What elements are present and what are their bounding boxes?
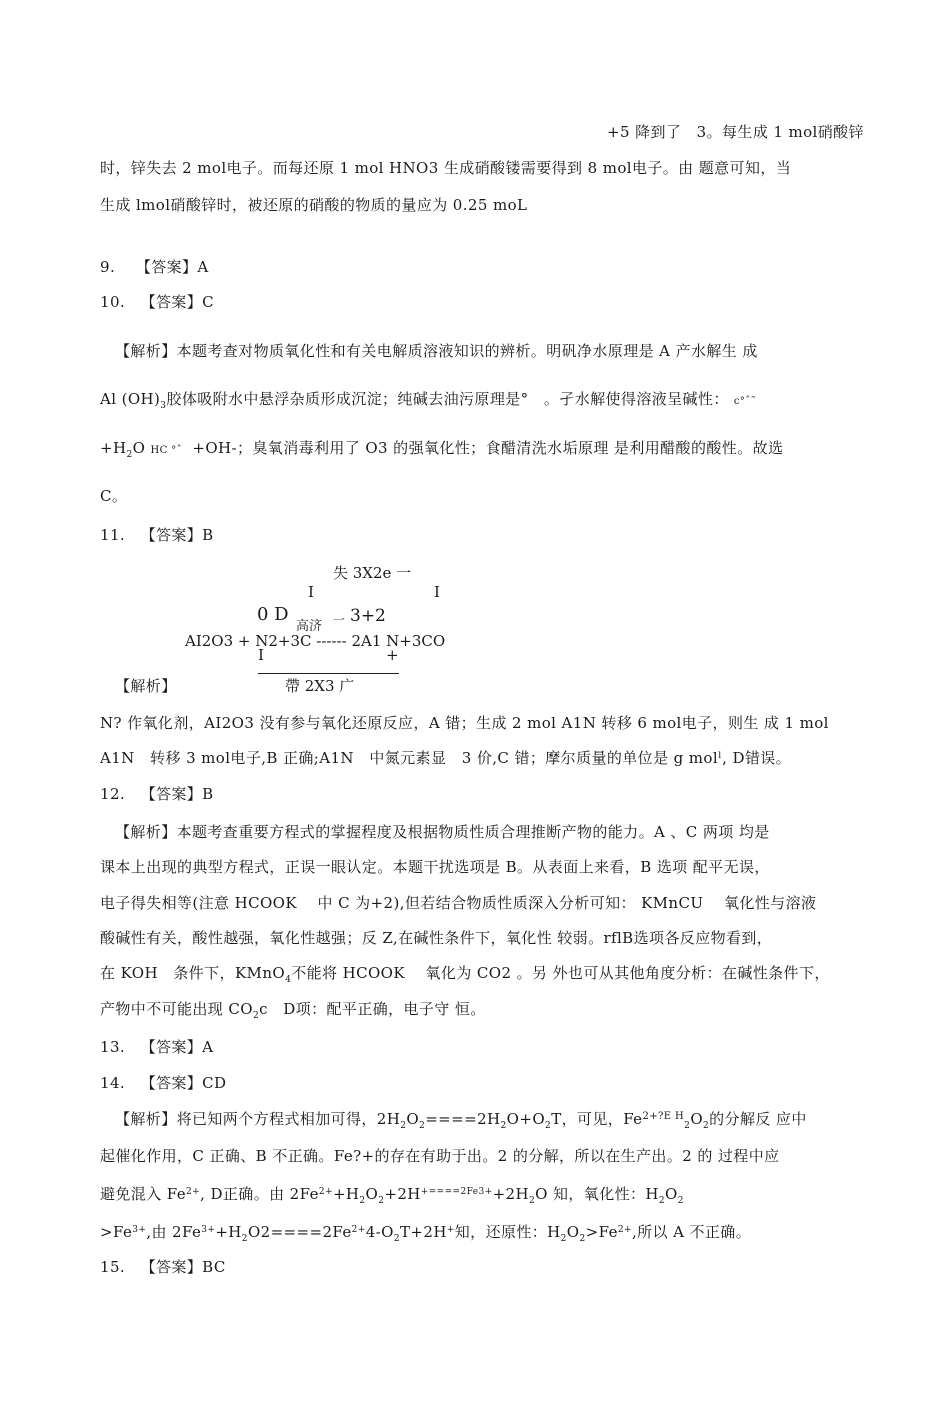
- text-fragment: +OH-；臭氧消毒利用了 O3 的强氧化性；食醋清洗水垢原理 是利用醋酸的酸性。故选: [192, 439, 784, 457]
- text-fragment: >Fe: [585, 1223, 618, 1241]
- condition-dash: 一: [333, 613, 346, 627]
- text-fragment: 知，还原性：H: [454, 1223, 561, 1241]
- answer-text: 【答案】B: [140, 526, 214, 544]
- plus-mark: +: [386, 646, 399, 664]
- question-number: 15.: [100, 1258, 126, 1276]
- text-fragment: 的分解反 应中: [709, 1110, 807, 1128]
- text-fragment: +2H: [384, 1185, 421, 1203]
- q12-answer: [100, 783, 214, 804]
- charge-label: 3+2: [350, 606, 386, 626]
- answer-text: 【答案】A: [135, 258, 209, 276]
- superscript: 3+: [132, 1225, 147, 1235]
- superscript: +: [446, 1225, 455, 1235]
- q14-explanation-line-2: 起催化作用，C 正确、B 不正确。Fe?+的存在有助于出。2 的分解，所以在生产出。2 的 过程中应: [100, 1147, 780, 1165]
- q11-answer: [100, 524, 214, 545]
- q10-explanation-line-2: [100, 388, 756, 409]
- electron-transfer-bracket-line: [258, 673, 399, 674]
- question-number: 12.: [100, 785, 126, 803]
- text-fragment: ====2H: [425, 1110, 501, 1128]
- text-fragment: 在 KOH 条件下，KMnO: [100, 964, 286, 982]
- text-fragment: T，可见，Fe: [551, 1110, 643, 1128]
- q12-explanation-line-4: 酸碱性有关，酸性越强，氧化性越强；反 Z,在碱性条件下，氧化性 较弱。rflB选项各反应物看到，: [100, 929, 773, 947]
- q10-answer: [100, 291, 214, 312]
- text-fragment: 产物中不可能出现 CO: [100, 1000, 253, 1018]
- text-fragment: +2H: [492, 1185, 529, 1203]
- text-fragment: O 知，氧化性：H: [535, 1185, 659, 1203]
- q12-explanation-line-6: [100, 998, 486, 1019]
- superscript: 2+?E H: [642, 1111, 685, 1122]
- superscript: 2+: [186, 1187, 201, 1197]
- electron-loss-label: 失 3X2e 一: [333, 564, 412, 582]
- text-fragment: 胶体吸附水中悬浮杂质形成沉淀；纯碱去油污原理是° 。孑水解使得溶液呈碱性：: [166, 390, 729, 408]
- q9-answer: [100, 256, 209, 277]
- q10-explanation-line-1: 【解析】本题考查对物质氧化性和有关电解质溶液知识的辨析。明矾净水原理是 A 产水解生 成: [115, 342, 758, 360]
- answer-text: 【答案】CD: [140, 1074, 227, 1092]
- text-fragment: +H: [332, 1185, 360, 1203]
- electron-gain-label: 帶 2X3 广: [285, 677, 355, 695]
- q12-explanation-line-1: 【解析】本题考查重要方程式的掌握程度及根据物质性质合理推断产物的能力。A 、C 两项 均是: [115, 823, 770, 841]
- question-number: 10.: [100, 293, 126, 311]
- text-fragment: +H: [215, 1223, 242, 1241]
- garbled-formula: HC °ˆ: [150, 445, 183, 456]
- bracket-left-mark: I: [308, 583, 314, 601]
- text-fragment: +H: [100, 439, 127, 457]
- q14-explanation-line-4: $>Fe^{3+}$,由 $2Fe^{3+}+H_2O2====2Fe^{2+}4-O_2T+2H^+$知，还原性：$H_2O_2>Fe^{2+}$,所以 A 不正确。: [100, 1223, 752, 1244]
- q11-explanation-line-2: A1N 转移 3 mol电子,B 正确;A1N 中氮元素显 3 价,C 错；摩尔质量的单位是 g molˡ, D错误。: [100, 749, 792, 767]
- text-fragment: 避免混入 Fe: [100, 1185, 187, 1203]
- chemical-equation: AI2O3 + N2+3C ------ 2A1 N+3CO: [185, 632, 446, 650]
- q12-explanation-line-3: 电子得失相等(注意 HCOOK 中 C 为+2),但若结合物质性质深入分析可知： KMnCU 氧化性与溶液: [100, 894, 817, 912]
- q8-text-line-2: 时，锌失去 2 mol电子。而每还原 1 mol HNO3 生成硝酸镂需要得到 8 mol电子。由 题意可知，当: [100, 159, 792, 177]
- subscript: 3: [160, 401, 167, 411]
- text-fragment: ,所以 A 不正确。: [631, 1223, 752, 1241]
- q14-explanation-line-1: 【解析】将已知两个方程式相加可得，$2H_2O_2====2H_2O+O_2T$，可见，$Fe^{2+?E H}_2O_2$的分解反 应中: [115, 1110, 807, 1131]
- subscript: 2: [126, 450, 133, 460]
- superscript: 3+: [478, 1187, 493, 1197]
- superscript: 2+: [617, 1225, 632, 1235]
- q11-explanation-label: 【解析】: [115, 677, 177, 695]
- text-fragment: T+2H: [400, 1223, 447, 1241]
- q15-answer: [100, 1256, 226, 1277]
- answer-text: 【答案】C: [140, 293, 215, 311]
- q10-explanation-line-3: [100, 437, 783, 458]
- text-fragment: O+O: [506, 1110, 546, 1128]
- question-number: 11.: [100, 526, 126, 544]
- subscript: 4: [285, 975, 292, 985]
- answer-text: 【答案】A: [140, 1038, 214, 1056]
- text-fragment: >Fe: [100, 1223, 133, 1241]
- answer-text: 【答案】B: [140, 785, 214, 803]
- q11-explanation-line-1: N? 作氧化剂，AI2O3 没有参与氧化还原反应，A 错；生成 2 mol A1N 转移 6 mol电子，则生 成 1 mol: [100, 714, 829, 732]
- text-fragment: , D正确。由 2Fe: [200, 1185, 319, 1203]
- text-fragment: ,由 2Fe: [146, 1223, 202, 1241]
- text-fragment: 4-O: [365, 1223, 394, 1241]
- answer-text: 【答案】BC: [140, 1258, 226, 1276]
- q13-answer: [100, 1036, 213, 1057]
- text-fragment: O: [132, 439, 146, 457]
- q12-explanation-line-2: 课本上出现的典型方程式，正误一眼认定。本题干扰选项是 B。从表面上来看，B 选项 配平无误，: [100, 858, 770, 876]
- reaction-condition: 高济: [296, 619, 323, 634]
- superscript: 3+: [201, 1225, 216, 1235]
- q14-answer: [100, 1072, 226, 1093]
- q14-explanation-line-3: 避免混入 $Fe^{2+}$, D正确。由 $2Fe^{2+}+H_2O_2+2H^{+====2Fe3+}+2H_2O$ 知，氧化性：$H_2O_2$: [100, 1185, 684, 1206]
- text-fragment: c D项：配平正确，电子守 恒。: [259, 1000, 486, 1018]
- text-fragment: Al (OH): [100, 390, 161, 408]
- question-number: 14.: [100, 1074, 126, 1092]
- superscript: +====2Fe: [420, 1187, 479, 1197]
- text-fragment: 不能将 HCOOK 氧化为 CO2 。另 外也可从其他角度分析：在碱性条件下，: [291, 964, 830, 982]
- bracket-right-mark: I: [434, 583, 440, 601]
- garbled-formula: c°ˆ˜: [733, 396, 757, 407]
- text-fragment: 【解析】将已知两个方程式相加可得，2H: [115, 1110, 401, 1128]
- q8-text-line-1: +5 降到了 3。每生成 1 mol硝酸锌: [607, 123, 864, 141]
- q10-explanation-line-4: C。: [100, 487, 128, 505]
- question-number: 9.: [100, 258, 116, 276]
- bracket-low-mark: I: [258, 646, 264, 664]
- superscript: 2+: [351, 1225, 366, 1235]
- q12-explanation-line-5: [100, 962, 830, 983]
- text-fragment: O2====2Fe: [247, 1223, 352, 1241]
- oxidation-state-label: 0 D: [257, 604, 289, 625]
- subscript: 2: [252, 1011, 260, 1021]
- question-number: 13.: [100, 1038, 126, 1056]
- q8-text-line-3: 生成 lmol硝酸锌时，被还原的硝酸的物质的量应为 0.25 moL: [100, 196, 528, 214]
